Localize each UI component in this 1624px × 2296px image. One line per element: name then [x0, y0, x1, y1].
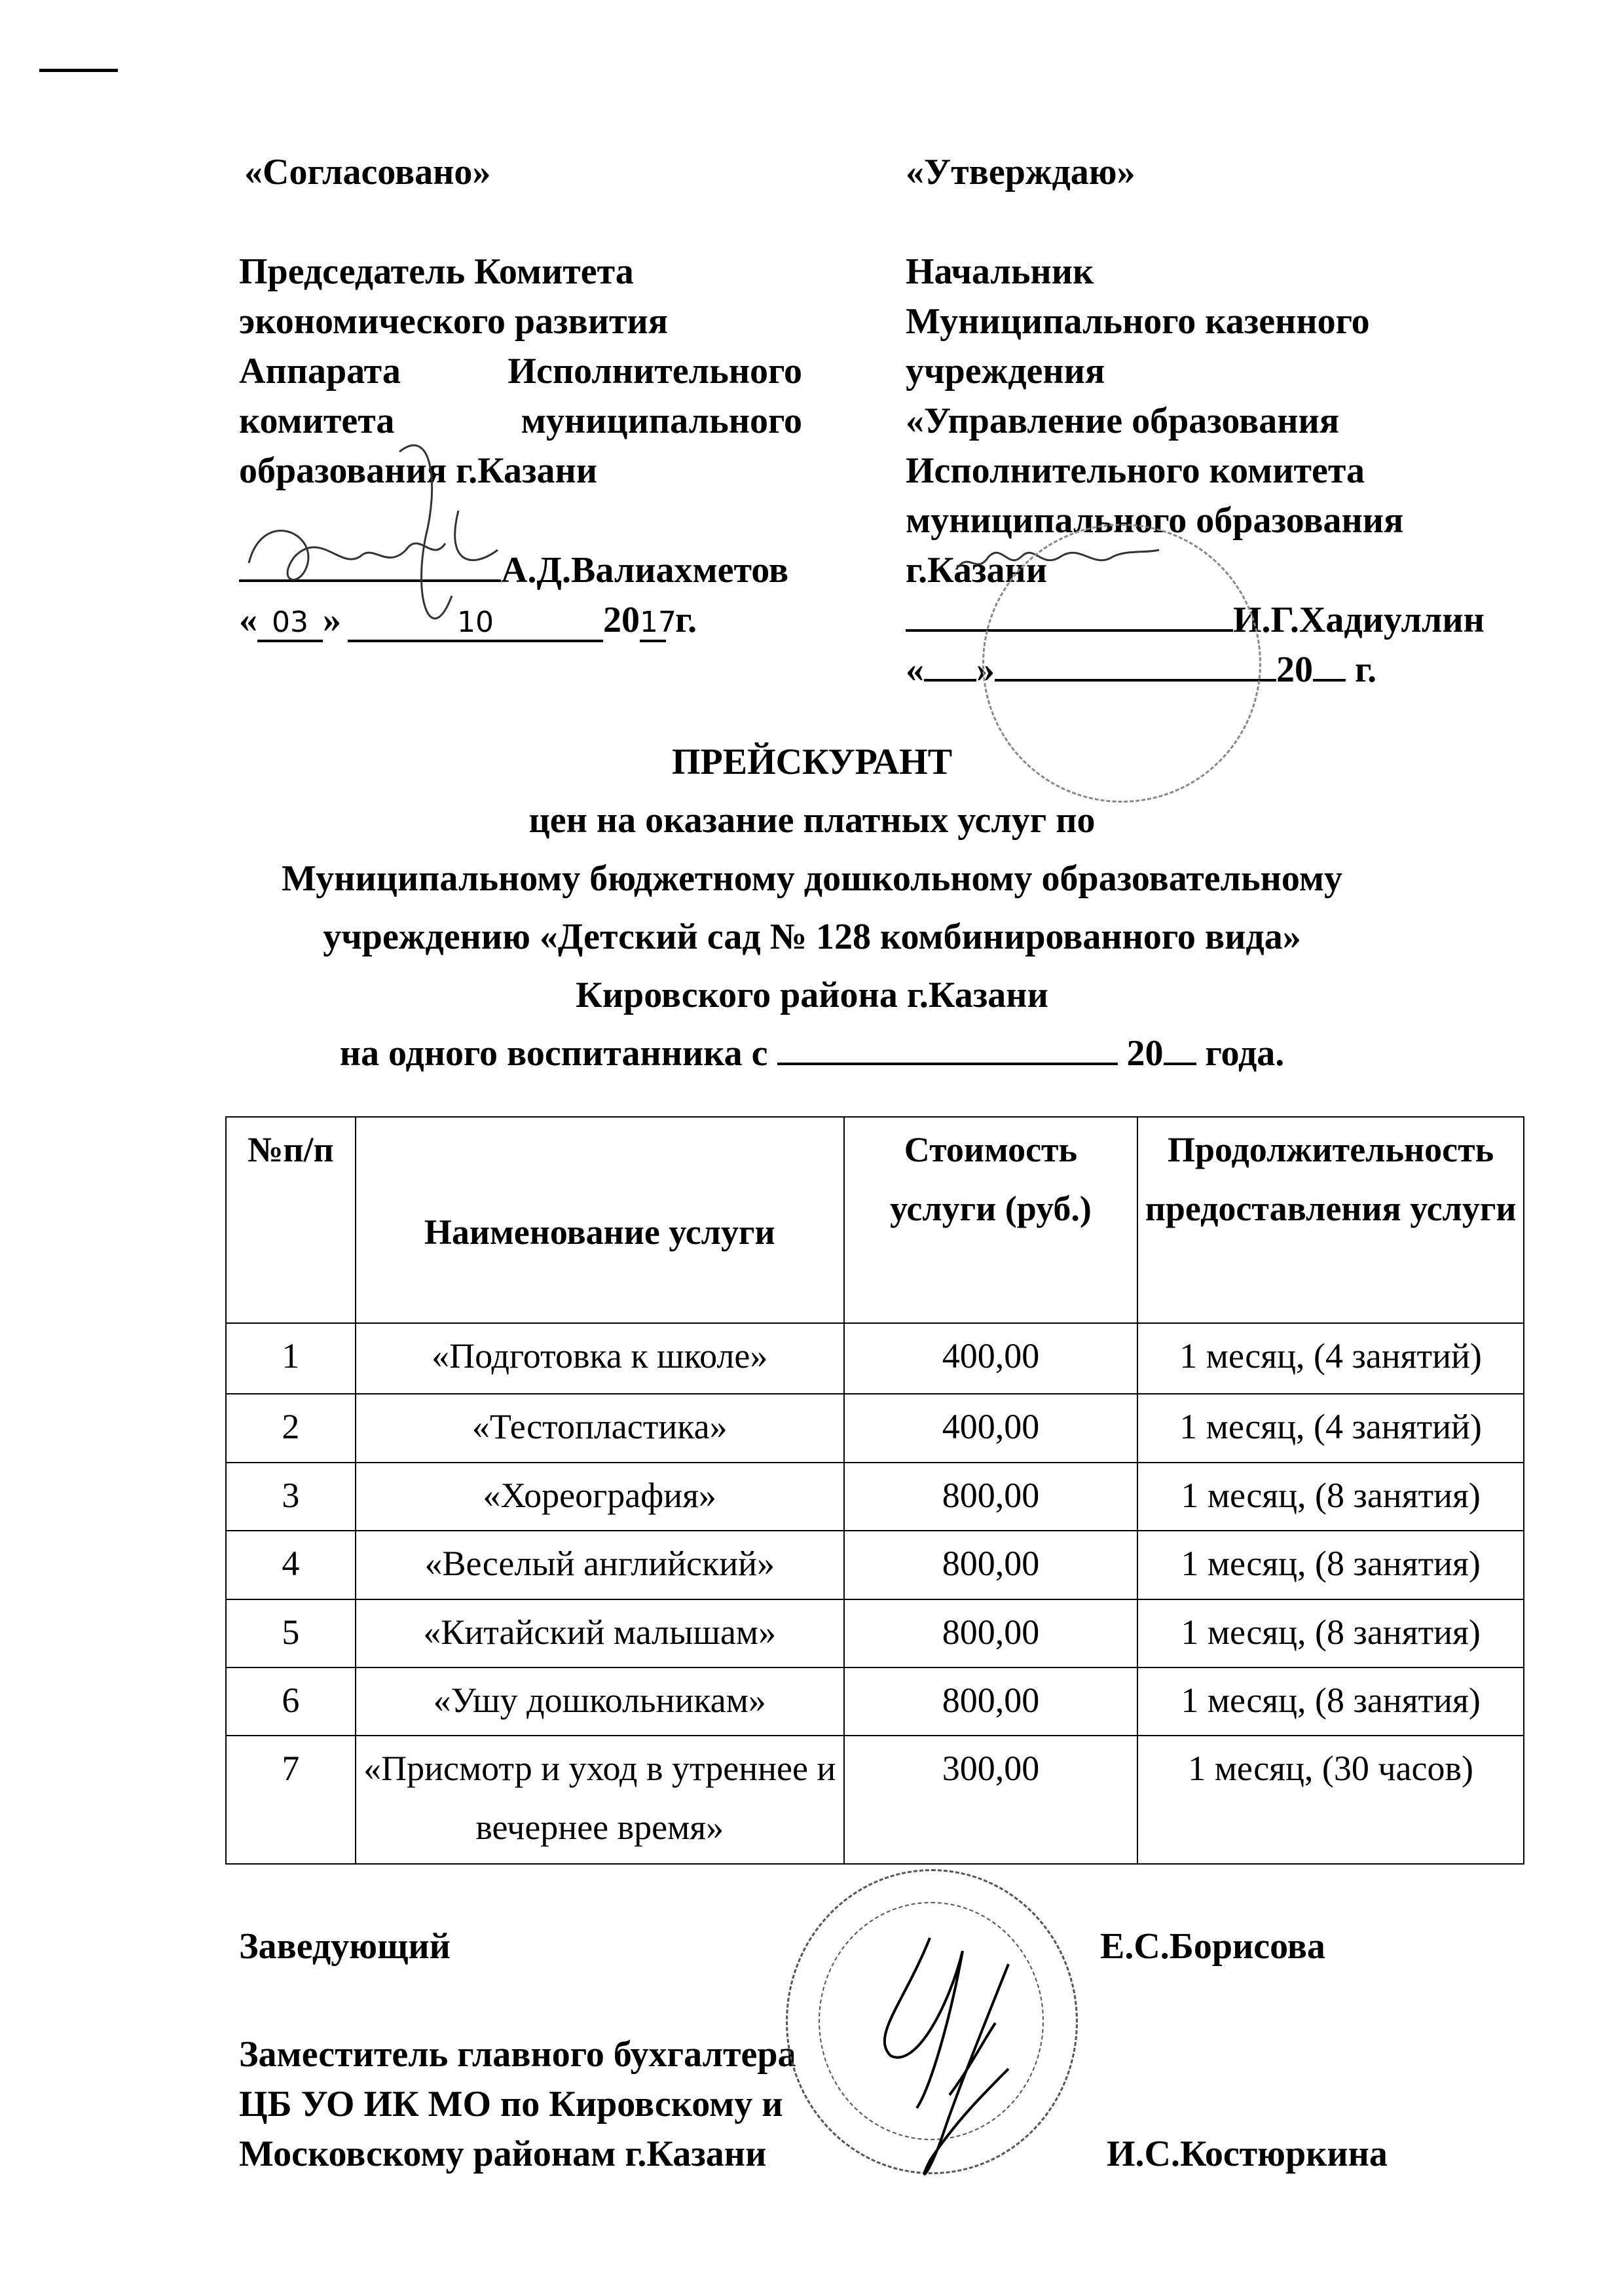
table-row — [226, 1531, 1524, 1599]
subtitle-line: Муниципальному бюджетному дошкольному образовательному — [281, 858, 1343, 899]
table-row — [226, 1394, 1524, 1463]
price-table — [225, 1116, 1524, 1865]
header-service: Наименование услуги — [356, 1117, 844, 1323]
header-price: Стоимость услуги (руб.) — [844, 1117, 1137, 1323]
accountant-block — [239, 2030, 796, 2179]
service-duration: 1 месяц, (8 занятия) — [1137, 1667, 1524, 1736]
date-day: 03 — [257, 606, 323, 642]
service-price: 800,00 — [844, 1531, 1137, 1599]
table-row — [226, 1323, 1524, 1394]
table-row — [226, 1667, 1524, 1736]
agreed-line: Аппарата Исполнительного — [239, 351, 802, 392]
service-name: «Тестопластика» — [356, 1394, 844, 1463]
approved-signer: И.Г.Хадиуллин — [1233, 600, 1485, 640]
service-price: 400,00 — [844, 1394, 1137, 1463]
date-day — [924, 679, 976, 682]
service-price: 800,00 — [844, 1599, 1137, 1667]
service-name: «Китайский малышам» — [356, 1599, 844, 1667]
document-title: ПРЕЙСКУРАНТ — [671, 742, 953, 782]
row-number: 2 — [226, 1394, 356, 1463]
period-date-blank — [777, 1063, 1118, 1065]
row-number: 5 — [226, 1599, 356, 1667]
date-year-prefix: 20 — [1276, 649, 1313, 690]
table-row — [226, 1736, 1524, 1864]
accountant-line: ЦБ УО ИК МО по Кировскому и — [239, 2084, 783, 2124]
approved-block: «Утверждаю» Начальник Муниципального казенного учреждения «Управление образования Исполнительного комитета муниципального образования г.Казани И.Г.Хадиуллин « » 20 г. — [906, 147, 1508, 695]
approved-heading: «Утверждаю» — [906, 152, 1135, 192]
signature-valiakhmetov — [236, 432, 511, 648]
scan-mark — [39, 69, 118, 72]
accountant-line: Заместитель главного бухгалтера — [239, 2034, 796, 2075]
row-number: 4 — [226, 1531, 356, 1599]
service-duration: 1 месяц, (8 занятия) — [1137, 1531, 1524, 1599]
approved-line: учреждения — [906, 351, 1105, 392]
period-suffix: года. — [1205, 1033, 1285, 1074]
period-prefix: на одного воспитанника с — [339, 1033, 768, 1074]
service-duration: 1 месяц, (4 занятий) — [1137, 1394, 1524, 1463]
service-price: 800,00 — [844, 1667, 1137, 1736]
agreed-block: «Согласовано» Председатель Комитета экономического развития Аппарата Исполнительного комитета муниципального образования г.Казани А.Д.Валиахметов « 03 » 10 2017 г. — [239, 147, 802, 645]
period-year-blank — [1164, 1063, 1196, 1065]
period-line — [0, 1025, 1624, 1083]
accountant-line: Московскому районам г.Казани — [239, 2134, 767, 2174]
service-price: 400,00 — [844, 1323, 1137, 1394]
date-month: 10 — [348, 606, 603, 642]
head-title: Заведующий — [239, 1926, 451, 1967]
date-suffix: г. — [675, 600, 697, 640]
service-price: 800,00 — [844, 1463, 1137, 1531]
service-price: 300,00 — [844, 1736, 1137, 1864]
row-number: 7 — [226, 1736, 356, 1864]
service-duration: 1 месяц, (8 занятия) — [1137, 1463, 1524, 1531]
agreed-line: Председатель Комитета — [239, 251, 634, 292]
date-suffix: г. — [1355, 649, 1377, 690]
row-number: 6 — [226, 1667, 356, 1736]
date-year-prefix: 20 — [603, 600, 640, 640]
row-number: 3 — [226, 1463, 356, 1531]
header-number: №п/п — [226, 1117, 356, 1323]
agreed-line: комитета муниципального — [239, 401, 802, 441]
date-year-suffix — [1313, 679, 1346, 682]
table-row — [226, 1599, 1524, 1667]
table-header-row — [226, 1117, 1524, 1323]
row-number: 1 — [226, 1323, 356, 1394]
approved-line: «Управление образования — [906, 401, 1340, 441]
service-name: «Хореография» — [356, 1463, 844, 1531]
approved-line: Исполнительного комитета — [906, 450, 1365, 491]
approved-line: Начальник — [906, 251, 1094, 292]
period-year: 20 — [1126, 1033, 1164, 1074]
accountant-name: И.С.Костюркина — [1107, 2134, 1388, 2174]
service-name: «Подготовка к школе» — [356, 1323, 844, 1394]
subtitle-line: Кировского района г.Казани — [576, 975, 1048, 1015]
service-name: «Ушу дошкольникам» — [356, 1667, 844, 1736]
agreed-signer: А.Д.Валиахметов — [501, 550, 789, 591]
head-name: Е.С.Борисова — [1100, 1926, 1325, 1967]
approved-line: г.Казани — [906, 550, 1048, 591]
service-duration: 1 месяц, (8 занятия) — [1137, 1599, 1524, 1667]
agreed-line: экономического развития — [239, 301, 669, 342]
approved-line: Муниципального казенного — [906, 301, 1370, 342]
service-duration: 1 месяц, (4 занятий) — [1137, 1323, 1524, 1394]
service-name: «Присмотр и уход в утреннее и вечернее время» — [356, 1736, 844, 1864]
approved-line: муниципального образования — [906, 500, 1404, 541]
agreed-heading: «Согласовано» — [244, 152, 491, 192]
subtitle-line: цен на оказание платных услуг по — [528, 800, 1096, 841]
subtitle-line: учреждению «Детский сад № 128 комбинированного вида» — [323, 917, 1301, 957]
service-duration: 1 месяц, (30 часов) — [1137, 1736, 1524, 1864]
agreed-line: образования г.Казани — [239, 450, 598, 491]
signature-borisova — [851, 1925, 1048, 2200]
date-year-suffix: 17 — [640, 606, 666, 642]
table-row — [226, 1463, 1524, 1531]
service-name: «Веселый английский» — [356, 1531, 844, 1599]
header-duration: Продолжительность предоставления услуги — [1137, 1117, 1524, 1323]
